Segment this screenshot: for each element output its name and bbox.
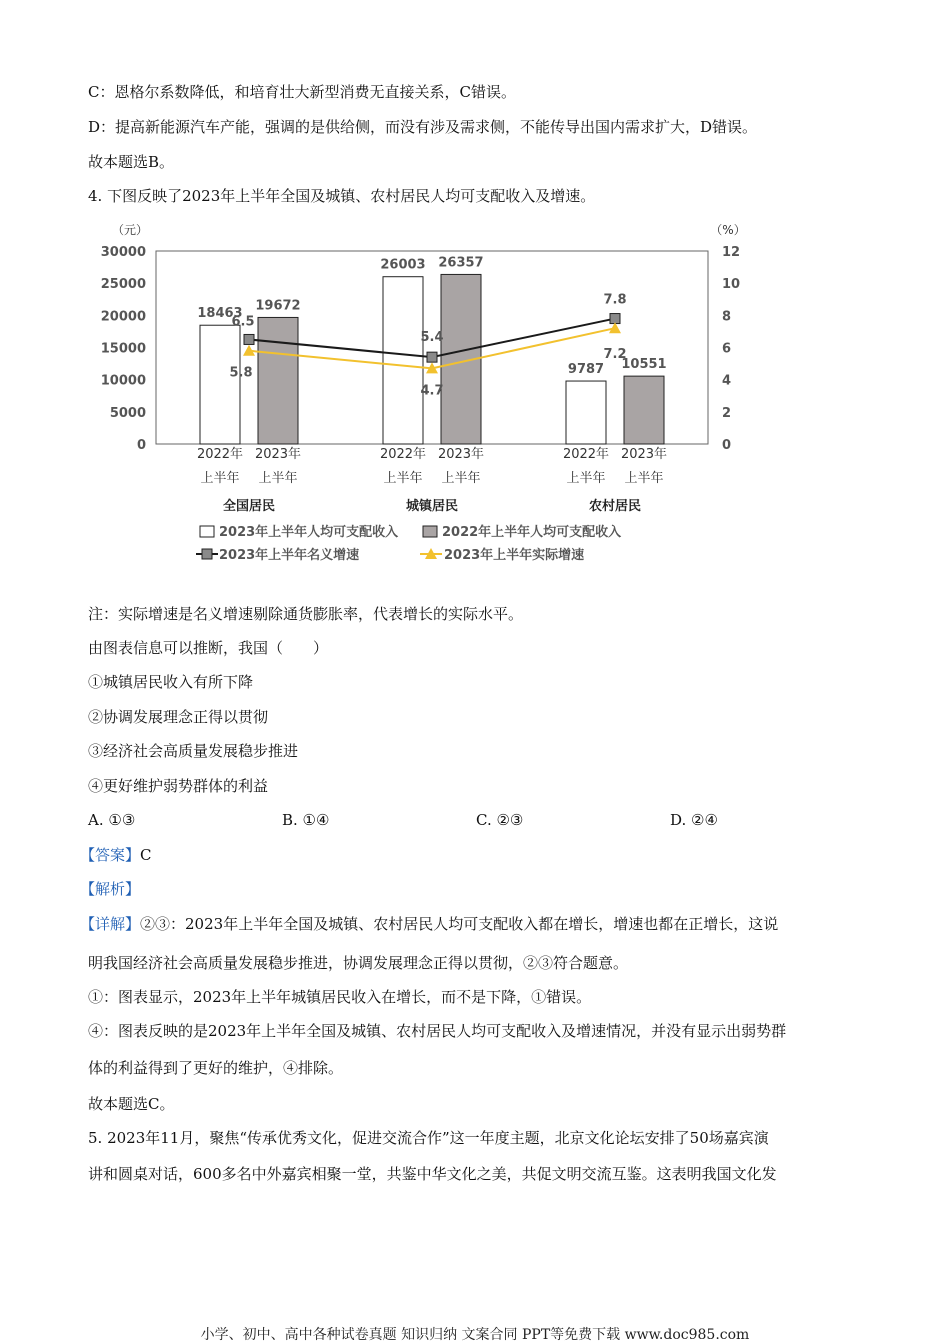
bar-2022: [566, 381, 606, 444]
left-tick-label: 20000: [100, 309, 146, 325]
right-tick-label: 10: [722, 277, 741, 293]
bar-2023-value: 26357: [438, 255, 484, 271]
answer-tag: 【答案】: [80, 846, 141, 864]
left-tick-label: 15000: [100, 341, 146, 357]
detail-text-1: ②③：2023年上半年全国及城镇、农村居民人均可支配收入都在增长，增速也都在正增长，这说: [140, 915, 779, 933]
x-label-half: 上半年: [566, 471, 606, 486]
bar-2022-value: 26003: [380, 257, 426, 273]
bar-2022-value: 18463: [197, 306, 243, 322]
bar-2022-value: 9787: [567, 362, 605, 378]
statement-4: ④更好维护弱势群体的利益: [88, 777, 269, 795]
detail-line-1: [80, 914, 778, 934]
nominal-value-label: 7.8: [603, 292, 627, 308]
left-tick-label: 10000: [100, 373, 146, 389]
bar-2023: [258, 317, 298, 444]
x-label-year: 2023年: [437, 447, 485, 462]
x-label-half: 上半年: [624, 471, 664, 486]
detail-line-4: ④：图表反映的是2023年上半年全国及城镇、农村居民人均可支配收入及增速情况，并没有显示出弱势群: [88, 1022, 787, 1040]
legend-swatch-white-bar: [200, 526, 214, 537]
x-label-half: 上半年: [258, 471, 298, 486]
option-b: B. ①④: [282, 811, 330, 829]
question-4-stem: 4. 下图反映了2023年上半年全国及城镇、农村居民人均可支配收入及增速。: [88, 187, 596, 205]
right-tick-label: 12: [722, 245, 741, 260]
x-label-half: 上半年: [441, 471, 481, 486]
chart-note: 注：实际增速是名义增速剔除通货膨胀率，代表增长的实际水平。: [88, 605, 524, 623]
right-tick-label: 0: [722, 438, 732, 453]
nominal-point: [427, 352, 437, 362]
statement-3: ③经济社会高质量发展稳步推进: [88, 742, 299, 760]
legend-label-white-bar: 2023年上半年人均可支配收入: [219, 525, 399, 540]
text-line-c: C：恩格尔系数降低，和培育壮大新型消费无直接关系，C错误。: [88, 83, 516, 101]
option-c: C. ②③: [476, 811, 524, 829]
right-tick-label: 2: [722, 405, 732, 421]
analysis-tag: 【解析】: [80, 880, 141, 898]
option-a: A. ①③: [88, 811, 136, 829]
nominal-point: [244, 334, 254, 344]
question-prompt: 由图表信息可以推断，我国（ ）: [88, 639, 329, 657]
x-label-year: 2023年: [620, 447, 668, 462]
detail-line-6: 故本题选C。: [88, 1095, 175, 1113]
statement-2: ②协调发展理念正得以贯彻: [88, 708, 269, 726]
detail-line-2: 明我国经济社会高质量发展稳步推进，协调发展理念正得以贯彻，②③符合题意。: [88, 954, 629, 972]
group-label: 农村居民: [588, 499, 642, 514]
income-chart: [96, 218, 756, 578]
detail-line-5: 体的利益得到了更好的维护，④排除。: [88, 1059, 344, 1077]
x-label-year: 2022年: [196, 447, 244, 462]
legend-swatch-gray-bar: [423, 526, 437, 537]
nominal-point: [610, 314, 620, 324]
legend-marker-nominal: [202, 549, 212, 559]
legend-label-nominal: 2023年上半年名义增速: [219, 548, 360, 563]
legend-label-real: 2023年上半年实际增速: [444, 548, 585, 563]
real-value-label: 7.2: [603, 347, 627, 363]
right-tick-label: 8: [722, 309, 732, 325]
page-footer: 小学、初中、高中各种试卷真题 知识归纳 文案合同 PPT等免费下载 www.doc985.com: [200, 1327, 750, 1343]
bar-2022: [200, 325, 240, 444]
real-value-label: 5.8: [229, 365, 253, 381]
option-d: D. ②④: [670, 811, 718, 829]
bar-2023-value: 19672: [255, 298, 301, 314]
real-value-label: 4.7: [420, 383, 444, 399]
right-tick-label: 6: [722, 341, 732, 357]
detail-tag: 【详解】: [80, 915, 141, 933]
legend-label-gray-bar: 2022年上半年人均可支配收入: [442, 525, 622, 540]
x-label-half: 上半年: [200, 471, 240, 486]
question-5-line-1: 5. 2023年11月，聚焦“传承优秀文化，促进交流合作”这一年度主题，北京文化论坛安排了50场嘉宾演: [88, 1129, 769, 1147]
question-5-line-2: 讲和圆桌对话，600多名中外嘉宾相聚一堂，共鉴中华文化之美，共促文明交流互鉴。这表明我国文化发: [88, 1165, 777, 1183]
x-label-year: 2023年: [254, 447, 302, 462]
group-label: 全国居民: [222, 499, 276, 514]
left-tick-label: 0: [136, 438, 146, 453]
bar-2023: [624, 376, 664, 444]
statement-1: ①城镇居民收入有所下降: [88, 673, 254, 691]
x-label-year: 2022年: [562, 447, 610, 462]
nominal-value-label: 6.5: [231, 314, 255, 330]
detail-line-3: ①：图表显示，2023年上半年城镇居民收入在增长，而不是下降，①错误。: [88, 988, 592, 1006]
text-line-d: D：提高新能源汽车产能，强调的是供给侧，而没有涉及需求侧，不能传导出国内需求扩大，D错误。: [88, 118, 758, 136]
group-label: 城镇居民: [405, 499, 459, 514]
left-axis-unit: （元）: [111, 223, 149, 237]
left-tick-label: 30000: [100, 245, 146, 260]
nominal-value-label: 5.4: [420, 330, 444, 346]
answer-line: [80, 845, 152, 865]
text-line-answer-b: 故本题选B。: [88, 153, 175, 171]
left-tick-label: 5000: [109, 405, 146, 421]
bar-2023-value: 10551: [621, 357, 667, 373]
left-tick-label: 25000: [100, 277, 146, 293]
bar-2022: [383, 277, 423, 444]
right-tick-label: 4: [722, 373, 732, 389]
x-label-half: 上半年: [383, 471, 423, 486]
right-axis-unit: （%）: [710, 223, 746, 237]
x-label-year: 2022年: [379, 447, 427, 462]
answer-value: C: [140, 846, 152, 864]
